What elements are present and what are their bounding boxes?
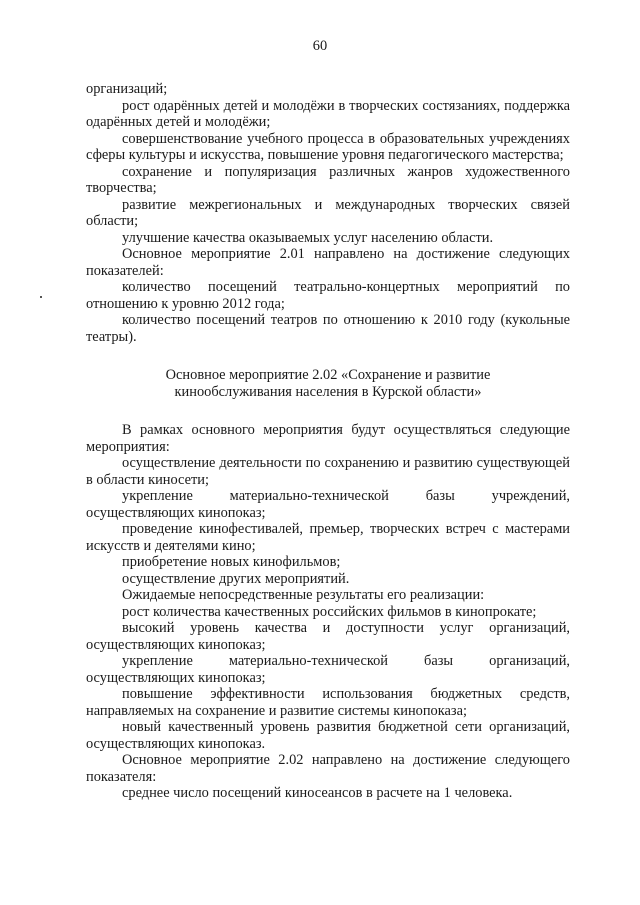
paragraph: Ожидаемые непосредственные результаты его реализации: — [122, 587, 485, 603]
section-heading-line-1: Основное мероприятие 2.02 «Сохранение и развитие — [165, 367, 491, 383]
paragraph: В рамках основного мероприятия будут осуществляться следующие мероприятия: — [86, 422, 570, 455]
paragraph: приобретение новых кинофильмов; — [122, 554, 341, 570]
paragraph: развитие межрегиональных и международных творческих связей области; — [86, 196, 570, 229]
paragraph: укрепление материально-технической базы учреждений, осуществляющих кинопоказ; — [86, 488, 570, 521]
paragraph: рост одарённых детей и молодёжи в творческих состязаниях, поддержка одарённых детей и молодёжи; — [86, 97, 570, 130]
paragraph-group-top — [86, 81, 570, 345]
paragraph: Основное мероприятие 2.01 направлено на достижение следующих показателей: — [86, 246, 570, 279]
section-heading — [86, 367, 570, 400]
paragraph: сохранение и популяризация различных жанров художественного творчества; — [86, 163, 570, 196]
paragraph: укрепление материально-технической базы организаций, осуществляющих кинопоказ; — [86, 653, 570, 686]
paragraph: высокий уровень качества и доступности услуг организаций, осуществляющих кинопоказ; — [86, 620, 570, 653]
paragraph-group-bottom — [86, 422, 570, 802]
paragraph: Основное мероприятие 2.02 направлено на достижение следующего показателя: — [86, 752, 570, 785]
margin-mark — [40, 296, 42, 298]
paragraph: улучшение качества оказываемых услуг населению области. — [122, 229, 494, 246]
paragraph: новый качественный уровень развития бюджетной сети организаций, осуществляющих кинопоказ. — [86, 719, 570, 752]
paragraph: количество посещений театрально-концертных мероприятий по отношению к уровню 2012 года; — [86, 279, 570, 312]
paragraph: осуществление деятельности по сохранению и развитию существующей в области киносети; — [86, 455, 570, 488]
paragraph: проведение кинофестивалей, премьер, творческих встреч с мастерами искусств и деятелями кино; — [86, 521, 570, 554]
paragraph: организаций; — [86, 81, 168, 97]
paragraph: рост количества качественных российских фильмов в кинопрокате; — [122, 603, 537, 620]
document-body — [86, 81, 570, 802]
paragraph: осуществление других мероприятий. — [122, 570, 350, 587]
paragraph: повышение эффективности использования бюджетных средств, направляемых на сохранение и развитие системы кинопоказа; — [86, 686, 570, 719]
paragraph: количество посещений театров по отношению к 2010 году (кукольные театры). — [86, 312, 570, 345]
page-number: 60 — [312, 38, 328, 54]
paragraph: совершенствование учебного процесса в образовательных учреждениях сферы культуры и искусства, повышение уровня педагогического мастерства; — [86, 130, 570, 163]
section-heading-line-2: кинообслуживания населения в Курской области» — [174, 383, 482, 400]
paragraph: среднее число посещений киносеансов в расчете на 1 человека. — [122, 785, 513, 801]
